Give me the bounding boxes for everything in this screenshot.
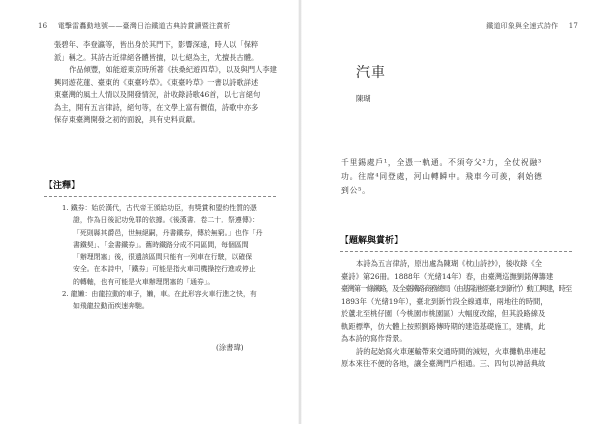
body-line: 興同遊花蓮、臺東的《東臺吟草》。《東臺吟草》一書以詩歌詳述	[54, 77, 259, 87]
body-line: 東臺灣的風土人情以及開發情況，計收錄詩歌46首，以七言絕句	[54, 90, 261, 99]
analysis-paragraph	[341, 258, 571, 371]
analysis-divider	[340, 251, 572, 252]
biography-paragraph	[54, 39, 277, 127]
note-line: 「死則縣其爵邑，世無絕嗣，丹書鐵券，傳於無窮。」也作「丹	[73, 228, 263, 237]
body-line: 張碧年、李登瀛等，皆出身於其門下，影響深遠，時人以「保粹	[54, 40, 259, 49]
analysis-line: 原本來往不便的各地，讓全臺灣門戶相通。三、四句以神話典故	[341, 359, 546, 368]
body-line: 保存東臺灣開發之初的面貌，具有史料貢獻。	[54, 115, 200, 124]
right-running-head	[486, 21, 578, 31]
analysis-line: 軌距標準，仿大體上按照劉路傳時期的建造基礎施工，建構，此	[341, 321, 546, 331]
poem-line: 功。往席⁴同登處，河山轉瞬中。飛車今可羨，剎始德	[341, 172, 543, 181]
analysis-line: 臺灣第一條鐵路，及全臺鐵路商務總局（由基隆港經臺北到新竹）動工興建，時至	[341, 284, 572, 293]
right-running-head-text: 鐵道印象與全速式詩作	[486, 22, 559, 30]
poem-line: 到公⁵。	[341, 186, 371, 195]
analysis-line: 1893年（光緒19年），臺北到新竹段全線通車，兩地往的時間，	[341, 296, 548, 306]
notes-list	[62, 202, 263, 313]
poem-title: 汽車	[356, 65, 386, 81]
analysis-line: 臺詩》第26冊。1888年（光緒14年）春，由臺灣巡撫劉銘傳籌建	[341, 271, 554, 281]
note-line: 安全。在本詩中，「鐵券」可能是指火車司機操控行進或停止	[73, 265, 256, 274]
note-line: 的轉軸，也有可能是火車辦理閉塞的「通券」。	[73, 277, 215, 286]
body-line: 派」稱之。其詩古近律絕各體皆擅，以七絕為主，尤擅長古體。	[54, 52, 259, 62]
note-line: 書鐵契」、「金書鐵券」。舊時鐵路分成不同區間，每個區間	[73, 240, 249, 249]
left-running-head-text: 電擊雷轟動地號——臺灣日治鐵道古典詩賞讀暨注賞析	[57, 22, 231, 30]
poem-text	[341, 156, 543, 198]
note-line: 如飛龍拉動而疾速奔馳。	[73, 302, 149, 311]
analysis-heading: 【題解與賞析】	[340, 236, 404, 246]
poem-author: 陳瑚	[356, 94, 371, 103]
body-line: 為主，開有五言律詩，絕句等，在文學上富有價值，詩歌中亦多	[54, 102, 259, 112]
body-line: 作品傾豐，如能遊東京時所著《扶桑紀遊四草》，以及與門人李建	[69, 65, 277, 74]
note-line: 「辦理閉塞」後，很遺該區間只能有一列車在行駛，以確保	[73, 253, 253, 262]
note-line: 證，作為日後記功免罪的依據。《後漢書．卷二十．祭遵傳》：	[73, 216, 260, 225]
notes-divider	[44, 196, 276, 197]
note-line: 2. 龍嬾：由龍拉動的車子，嬾，車。在此形容火車行進之快，有	[62, 290, 257, 299]
left-running-head	[38, 21, 231, 31]
notes-heading: 【注釋】	[44, 181, 81, 191]
analysis-line: 於蘆北至桃仔園（今桃園市桃園區）大幅度改縮，但其設路線及	[341, 309, 546, 318]
right-page-number: 17	[568, 22, 578, 30]
analysis-line: 詩的起始寫火車運輸帶來交通時間的減短，火車攤軌串連起	[356, 346, 546, 356]
analysis-line: 為本詩的寫作背景。	[341, 334, 407, 343]
left-page-number: 16	[38, 22, 48, 30]
author-signature: (涂書瑋)	[216, 343, 244, 352]
analysis-line: 本詩為五言律詩，原出處為陳瑚《枕山詩抄》，後收錄《全	[356, 259, 543, 268]
note-line: 1. 鐵券：始於漢代，古代帝王頒給功臣，有獎賞和盟約性質的憑	[62, 204, 257, 212]
poem-line: 千里錫處戶¹，全憑一軌通。不須夸父²力，全仗祝融³	[341, 158, 542, 167]
